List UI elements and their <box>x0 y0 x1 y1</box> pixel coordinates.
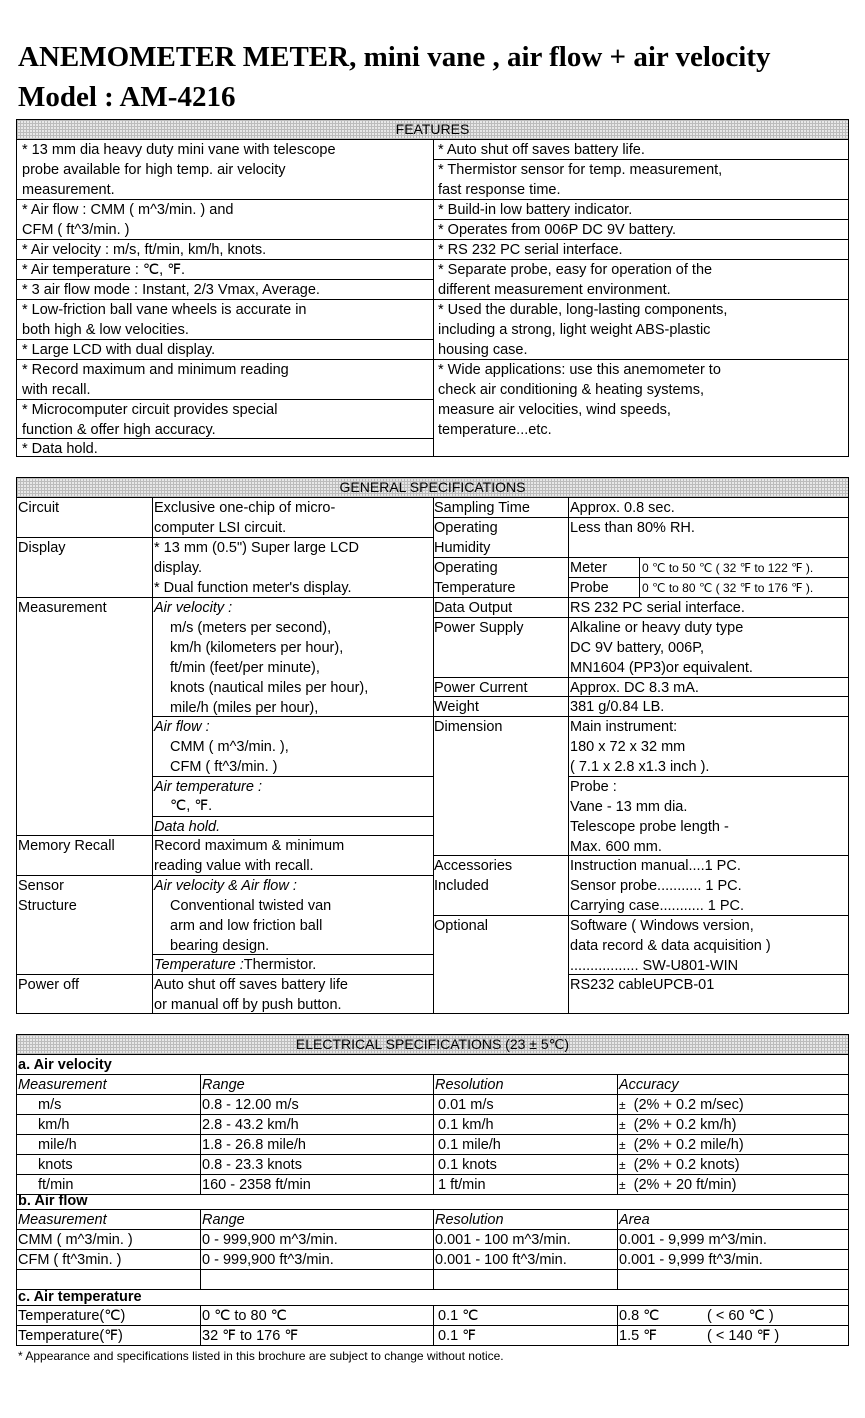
accuracy-value: (2% + 20 ft/min) <box>633 1177 737 1193</box>
feature-item: * Build-in low battery indicator. <box>438 202 633 218</box>
features-header: FEATURES <box>17 120 848 140</box>
accuracy-value: (2% + 0.2 knots) <box>633 1157 740 1173</box>
col-resolution: Resolution <box>435 1212 504 1228</box>
feature-item: * Low-friction ball vane wheels is accurate in both high & low velocities. <box>22 302 307 338</box>
cell-measurement: Temperature(℃) <box>18 1308 126 1324</box>
col-measurement: Measurement <box>18 1212 107 1228</box>
col-area: Area <box>619 1212 650 1228</box>
air-velocity-section-title: a. Air velocity <box>18 1057 112 1073</box>
plus-minus-sign: ± <box>619 1098 626 1112</box>
display-label: Display <box>18 540 66 556</box>
cell-resolution: 0.1 ℃ <box>438 1308 479 1324</box>
cell-measurement: Temperature(℉) <box>18 1328 123 1344</box>
cell-range: 160 - 2358 ft/min <box>202 1177 311 1193</box>
optional-cable: RS232 cableUPCB-01 <box>570 977 715 993</box>
power-current-value: Approx. DC 8.3 mA. <box>570 680 699 696</box>
feature-item: * Separate probe, easy for operation of the different measurement environment. <box>438 262 713 298</box>
cell-measurement: knots <box>38 1157 73 1173</box>
circuit-value: Exclusive one-chip of micro- computer LSI circuit. <box>154 500 336 536</box>
feature-item: * Data hold. <box>22 441 98 457</box>
sensor-value: Conventional twisted van arm and low friction ball bearing design. <box>170 898 332 954</box>
cell-measurement: mile/h <box>38 1137 77 1153</box>
cell-range: 32 ℉ to 176 ℉ <box>202 1328 299 1344</box>
feature-item: * 3 air flow mode : Instant, 2/3 Vmax, Average. <box>22 282 320 298</box>
cell-resolution: 1 ft/min <box>438 1177 486 1193</box>
cell-accuracy <box>619 1135 744 1155</box>
feature-item: * 13 mm dia heavy duty mini vane with telescope probe available for high temp. air velocity measurement. <box>22 142 336 198</box>
measurement-label: Measurement <box>18 600 107 616</box>
footnote: * Appearance and specifications listed in this brochure are subject to change without notice. <box>18 1349 504 1363</box>
cell-measurement: CFM ( ft^3min. ) <box>18 1252 122 1268</box>
sensor-title: Air velocity & Air flow : <box>154 878 297 894</box>
cell-resolution: 0.1 mile/h <box>438 1137 501 1153</box>
feature-item: * Thermistor sensor for temp. measurement, fast response time. <box>438 162 723 198</box>
cell-resolution: 0.1 km/h <box>438 1117 494 1133</box>
op-temp-label: Operating Temperature <box>434 560 516 596</box>
data-hold-label: Data hold. <box>154 819 221 835</box>
plus-minus-sign: ± <box>619 1178 626 1192</box>
circuit-label: Circuit <box>18 500 60 516</box>
col-range: Range <box>202 1212 245 1228</box>
sensor-structure-label: Sensor Structure <box>18 878 77 914</box>
page-title: ANEMOMETER METER, mini vane , air flow + air velocity <box>18 41 771 73</box>
data-output-label: Data Output <box>434 600 513 616</box>
electrical-spec-table <box>16 1034 849 1346</box>
cell-resolution: 0.001 - 100 ft^3/min. <box>435 1252 567 1268</box>
op-temp-meter-value: 0 ℃ to 50 ℃ ( 32 ℉ to 122 ℉ ). <box>642 561 814 575</box>
cell-area: 0.001 - 9,999 ft^3/min. <box>619 1252 763 1268</box>
dimension-label: Dimension <box>434 719 503 735</box>
feature-item: * Wide applications: use this anemometer to check air conditioning & heating systems, measure air velocities, wind speeds, temperature...etc. <box>438 362 721 438</box>
feature-item: * Large LCD with dual display. <box>22 342 216 358</box>
accuracy-value: (2% + 0.2 m/sec) <box>633 1097 744 1113</box>
cell-measurement: ft/min <box>38 1177 74 1193</box>
sensor-temp-value: Thermistor. <box>243 957 317 973</box>
optional-label: Optional <box>434 918 489 934</box>
humidity-value: Less than 80% RH. <box>570 520 695 536</box>
cell-range: 0.8 - 12.00 m/s <box>202 1097 299 1113</box>
cell-accuracy: 1.5 ℉ <box>619 1328 657 1344</box>
cell-resolution: 0.001 - 100 m^3/min. <box>435 1232 571 1248</box>
op-temp-probe-value: 0 ℃ to 80 ℃ ( 32 ℉ to 176 ℉ ). <box>642 581 814 595</box>
cell-resolution: 0.1 knots <box>438 1157 497 1173</box>
dimension-probe: Probe : Vane - 13 mm dia. Telescope probe length - Max. 600 mm. <box>570 779 729 855</box>
col-resolution: Resolution <box>435 1077 504 1093</box>
accuracy-value: (2% + 0.2 mile/h) <box>633 1137 744 1153</box>
memory-recall-value: Record maximum & minimum reading value with recall. <box>154 838 345 874</box>
air-velocity-units: m/s (meters per second), km/h (kilometers per hour), ft/min (feet/per minute), knots (nautical miles per hour), mile/h (miles per hour), <box>170 620 369 716</box>
weight-value: 381 g/0.84 LB. <box>570 699 665 715</box>
sampling-time-label: Sampling Time <box>434 500 530 516</box>
air-temp-title: Air temperature : <box>154 779 262 795</box>
weight-label: Weight <box>434 699 479 715</box>
plus-minus-sign: ± <box>619 1118 626 1132</box>
optional-software: Software ( Windows version, data record & data acquisition ) ................. SW-U801-WIN <box>570 918 771 974</box>
air-flow-units: CMM ( m^3/min. ), CFM ( ft^3/min. ) <box>170 739 289 775</box>
data-output-value: RS 232 PC serial interface. <box>570 600 745 616</box>
cell-range: 0 - 999,900 m^3/min. <box>202 1232 338 1248</box>
cell-condition: ( < 140 ℉ ) <box>707 1328 780 1344</box>
electrical-spec-header: ELECTRICAL SPECIFICATIONS (23 ± 5℃) <box>17 1035 848 1055</box>
air-flow-section-title: b. Air flow <box>18 1193 88 1209</box>
feature-item: * Microcomputer circuit provides special function & offer high accuracy. <box>22 402 278 438</box>
cell-range: 0 ℃ to 80 ℃ <box>202 1308 287 1324</box>
cell-measurement: km/h <box>38 1117 70 1133</box>
op-temp-probe-label: Probe <box>570 580 609 596</box>
cell-accuracy: 0.8 ℃ <box>619 1308 660 1324</box>
feature-item: * Record maximum and minimum reading with recall. <box>22 362 289 398</box>
plus-minus-sign: ± <box>619 1138 626 1152</box>
feature-item: * Operates from 006P DC 9V battery. <box>438 222 677 238</box>
power-off-value: Auto shut off saves battery life or manual off by push button. <box>154 977 348 1013</box>
cell-range: 0.8 - 23.3 knots <box>202 1157 302 1173</box>
power-supply-value: Alkaline or heavy duty type DC 9V battery, 006P, MN1604 (PP3)or equivalent. <box>570 620 753 676</box>
sensor-temp-title: Temperature : <box>154 957 244 973</box>
feature-item: * Auto shut off saves battery life. <box>438 142 645 158</box>
humidity-label: Operating Humidity <box>434 520 498 556</box>
cell-accuracy <box>619 1175 736 1195</box>
cell-measurement: m/s <box>38 1097 62 1113</box>
cell-range: 1.8 - 26.8 mile/h <box>202 1137 306 1153</box>
col-accuracy: Accuracy <box>619 1077 679 1093</box>
power-supply-label: Power Supply <box>434 620 524 636</box>
feature-item: * Air temperature : ℃, ℉. <box>22 262 186 278</box>
feature-item: * Air flow : CMM ( m^3/min. ) and CFM ( ft^3/min. ) <box>22 202 234 238</box>
display-value: * 13 mm (0.5") Super large LCD display. * Dual function meter's display. <box>154 540 360 596</box>
general-spec-header: GENERAL SPECIFICATIONS <box>17 478 848 498</box>
power-off-label: Power off <box>18 977 79 993</box>
feature-item: * Used the durable, long-lasting components, including a strong, light weight ABS-plastic housing case. <box>438 302 728 358</box>
col-measurement: Measurement <box>18 1077 107 1093</box>
cell-measurement: CMM ( m^3/min. ) <box>18 1232 133 1248</box>
cell-resolution: 0.01 m/s <box>438 1097 494 1113</box>
model-title: Model : AM-4216 <box>18 81 236 113</box>
op-temp-meter-label: Meter <box>570 560 608 576</box>
accuracy-value: (2% + 0.2 km/h) <box>633 1117 737 1133</box>
sensor-temp-row <box>154 955 316 975</box>
memory-recall-label: Memory Recall <box>18 838 115 854</box>
air-temp-units: ℃, ℉. <box>170 798 213 814</box>
accessories-value: Instruction manual....1 PC. Sensor probe........... 1 PC. Carrying case........... 1 PC. <box>570 858 745 914</box>
col-range: Range <box>202 1077 245 1093</box>
power-current-label: Power Current <box>434 680 528 696</box>
air-flow-title: Air flow : <box>154 719 210 735</box>
cell-condition: ( < 60 ℃ ) <box>707 1308 774 1324</box>
cell-range: 0 - 999,900 ft^3/min. <box>202 1252 334 1268</box>
feature-item: * RS 232 PC serial interface. <box>438 242 623 258</box>
accessories-label: Accessories Included <box>434 858 513 894</box>
cell-area: 0.001 - 9,999 m^3/min. <box>619 1232 767 1248</box>
cell-accuracy <box>619 1115 736 1135</box>
air-velocity-title: Air velocity : <box>154 600 233 616</box>
air-temp-section-title: c. Air temperature <box>18 1289 142 1305</box>
cell-accuracy <box>619 1095 744 1115</box>
cell-resolution: 0.1 ℉ <box>438 1328 476 1344</box>
dimension-main: Main instrument: 180 x 72 x 32 mm ( 7.1 x 2.8 x1.3 inch ). <box>570 719 710 775</box>
sampling-time-value: Approx. 0.8 sec. <box>570 500 675 516</box>
feature-item: * Air velocity : m/s, ft/min, km/h, knots. <box>22 242 267 258</box>
general-spec-table <box>16 477 849 1014</box>
cell-range: 2.8 - 43.2 km/h <box>202 1117 299 1133</box>
features-table <box>16 119 849 457</box>
cell-accuracy <box>619 1155 740 1175</box>
plus-minus-sign: ± <box>619 1158 626 1172</box>
